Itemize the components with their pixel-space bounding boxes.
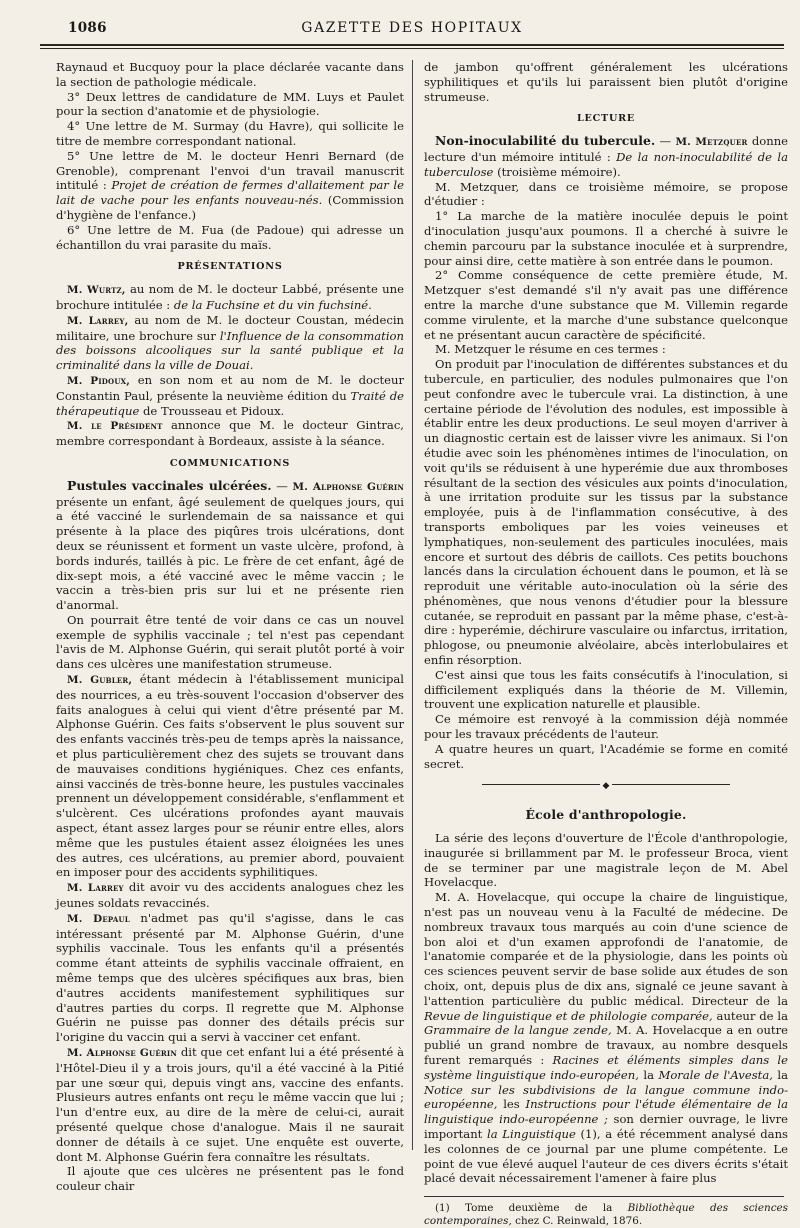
speaker-name: M. Wurtz, <box>67 284 126 297</box>
text: auteur de la <box>712 1008 788 1023</box>
work-title: Bibliothèque des sciences contemporaines, <box>424 1202 788 1228</box>
paragraph <box>56 282 404 313</box>
speaker-name: M. Gubler, <box>67 674 133 687</box>
work-title: Racines et éléments simples dans le système linguistique indo-européen, <box>424 1053 788 1082</box>
paragraph: Raynaud et Bucquoy pour la place déclarée vacante dans la section de pathologie médicale. <box>56 60 404 89</box>
speaker-name: M. Larrey, <box>67 314 129 327</box>
paragraph: La série des leçons d'ouverture de l'École d'anthropologie, inaugurée si brillamment par M. le professeur Broca, vient de se terminer par une magistrale leçon de M. Abel Hovelacque. <box>424 831 788 890</box>
work-title: Grammaire de la langue zende, <box>424 1023 612 1038</box>
right-column <box>424 60 789 1228</box>
text: en son nom et au nom de M. le docteur Constantin Paul, présente la neuvième édition du <box>56 372 404 403</box>
speaker-name: M. Larrey <box>67 882 124 895</box>
paragraph: A quatre heures un quart, l'Académie se forme en comité secret. <box>424 741 788 771</box>
speaker-name: M. le Président <box>67 420 163 433</box>
column-divider <box>412 60 413 1150</box>
text: donne lecture d'un mémoire intitulé : <box>424 134 789 164</box>
header-rule-thin <box>40 48 784 49</box>
separator-line <box>482 784 600 785</box>
work-title: Instructions pour l'étude élémentaire de la linguistique indo-européenne ; <box>424 1097 789 1127</box>
work-title: De la non-inoculabilité de la tuberculose <box>424 149 788 179</box>
speaker-name: M. Depaul <box>67 912 130 925</box>
text: la <box>772 1067 789 1082</box>
separator-line <box>612 784 730 785</box>
footnote-rule <box>424 1196 784 1197</box>
paragraph <box>56 313 404 373</box>
work-title: la Linguistique <box>487 1126 576 1141</box>
work-title: Revue de linguistique et de philologie comparée, <box>424 1008 713 1023</box>
paragraph <box>424 134 788 179</box>
section-heading-lecture: LECTURE <box>576 113 636 125</box>
paragraph: 2° Comme conséquence de cette première étude, M. Metzquer s'est demandé s'il n'y avait pas une différence entre la marche d'une substance que M. Villemin regarde comme virulente, et la marche d'une substance quelconque et ne présentant aucun caractère de spécificité. <box>424 268 788 342</box>
paragraph <box>424 890 788 1186</box>
text: au nom de M. le docteur Labbé, présente une brochure intitulée : <box>56 282 404 312</box>
header-rule-thick <box>40 44 784 46</box>
text: étant médecin à l'établissement municipal des nourrices, a eu très-souvent l'occasion d'observer des faits analogues à celui qui vient d'être présenté par M. Alphonse Guérin. Ces faits s'observent le plus souvent sur des enfants vaccinés très-peu de temps après la naissance, et plus particulièrement chez des sujets se trouvant dans de mauvaises conditions hygiéniques. Chez ces enfants, ainsi vaccinés de très-bonne heure, les pustules vaccinales prennent un développement considérable, s'enflamment et s'ulcèrent. Ces ulcérations profondes ayant mauvais aspect, étant assez larges pour se réunir entre elles, alors même que les pustules étaient assez éloignées les unes des autres, ces ulcérations, au premier abord, pouvaient en imposer pour des accidents syphilitiques. <box>56 672 404 880</box>
subject-title: Non-inoculabilité du tubercule. <box>435 133 656 149</box>
text: son dernier ouvrage, le livre important <box>424 1112 788 1141</box>
left-column <box>56 60 405 1194</box>
paragraph <box>56 672 404 880</box>
paragraph <box>56 911 404 1045</box>
section-separator <box>424 779 788 794</box>
paragraph: de jambon qu'offrent généralement les ulcérations syphilitiques et qu'ils lui paraissent bien plutôt d'origine strumeuse. <box>424 60 788 104</box>
text: dit que cet enfant lui a été présenté à l'Hôtel-Dieu il y a trois jours, qu'il a été vacciné à la Pitié par une sœur qui, depuis vingt ans, vaccine des enfants. Plusieurs autres enfants ont reçu le même vaccin que lui ; l'un d'entre eux, au dire de la mère de celui-ci, aurait présenté quelque chose d'analogue. Mais il ne saurait donner de détails à ce sujet. Une enquête est ouverte, dont M. Alphonse Guérin fera connaître les résultats. <box>56 1045 404 1164</box>
text: 5° Une lettre de M. le docteur Henri Bernard (de Grenoble), comprenant l'envoi d'un travail manuscrit intitulé : <box>56 148 404 193</box>
speaker-name: M. Alphonse Guérin <box>292 480 404 493</box>
text: chez C. Reinwald, 1876. <box>511 1215 643 1228</box>
text: M. A. Hovelacque a en outre publié un grand nombre de travaux, au nombre desquels furent remarqués : <box>424 1023 788 1067</box>
text: présente un enfant, âgé seulement de quelques jours, qui a été vacciné le surlendemain de sa naissance et qui présente à la place des piqûres trois ulcérations, dont deux se réunissent et forment un vaste ulcère, profond, à bords indurés, taillés à pic. Le frère de cet enfant, âgé de dix-sept mois, a été vacciné avec le même vaccin ; le vaccin a très-bien pris sur lui et ne présente rien d'anormal. <box>56 494 404 613</box>
text: — <box>271 478 293 493</box>
work-title: Projet de création de fermes d'allaitement par le lait de vache pour les enfants nouveau-nés. <box>56 178 404 208</box>
paragraph: 6° Une lettre de M. Fua (de Padoue) qui adresse un échantillon du vrai parasite du maïs. <box>56 222 404 252</box>
subject-title: Pustules vaccinales ulcérées. <box>67 477 272 493</box>
footnote <box>424 1202 788 1228</box>
paragraph: Ce mémoire est renvoyé à la commission déjà nommée pour les travaux précédents de l'auteur. <box>424 712 788 742</box>
speaker-name: M. Pidoux, <box>67 374 131 387</box>
text: au nom de M. le docteur Coustan, médecin militaire, une brochure sur <box>56 312 405 343</box>
paragraph: On produit par l'inoculation de différentes substances et du tubercule, en particulier, des nodules pulmonaires que l'on peut confondre avec le tubercule vrai. La distinction, à une certaine période de l'évolution des nodules, est impossible à établir entre les deux productions. Le seul moyen d'arriver à un diagnostic certain est de laisser vivre les animaux. Si l'on étudie avec soin les phénomènes intimes de l'inoculation, on voit qu'ils se réduisent à une hyperémie due aux thromboses résultant de la section des vésicules aux points d'inoculation, à une irritation produite sur les tissus par la substance employée, puis à de l'inflammation consécutive, à des transports emboliques par les voies veineuses et lymphatiques, non-seulement des particules inoculées, mais encore et surtout des débris de caillots. Ces petits bouchons lancés dans la circulation échouent dans le poumon, et là se reproduit une véritable auto-inoculation où la série des phénomènes, que nous venons d'étudier pour la blessure cutanée, se reproduit en passant par la même phase, c'est-à-dire : hyperémie, déchirure vasculaire ou infarctus, irritation, phlogose, ou pneumonie alvéolaire, abcès interlobulaires et enfin résorption. <box>424 357 788 668</box>
page-number: 1086 <box>68 20 107 36</box>
journal-title: GAZETTE DES HOPITAUX <box>301 20 523 36</box>
paragraph <box>56 149 404 223</box>
text: (1) Tome deuxième de la <box>435 1202 628 1215</box>
text: les <box>497 1097 526 1112</box>
text: la <box>638 1067 659 1082</box>
text: — <box>655 134 676 149</box>
paragraph: Il ajoute que ces ulcères ne présentent pas le fond couleur chair <box>56 1164 404 1194</box>
paragraph: 3° Deux lettres de candidature de MM. Luys et Paulet pour la section d'anatomie et de physiologie. <box>56 89 404 119</box>
section-heading-ecole: École d'anthropologie. <box>525 807 687 823</box>
work-title: de la Fuchsine et du vin fuchsiné. <box>173 297 372 312</box>
paragraph: 4° Une lettre de M. Surmay (du Havre), qui sollicite le titre de membre correspondant national. <box>56 119 404 148</box>
text: annonce que M. le docteur Gintrac, membre correspondant à Bordeaux, assiste à la séance. <box>56 418 404 449</box>
work-title: Traité de thérapeutique <box>56 388 404 418</box>
paragraph: M. Metzquer le résume en ces termes : <box>435 342 666 357</box>
work-title: Notice sur les subdivisions de la langue commune indo-européenne, <box>424 1082 788 1112</box>
work-title: l'Influence de la consommation des boissons alcooliques sur la santé publique et la criminalité dans la ville de Douai. <box>56 328 404 373</box>
paragraph <box>56 373 404 418</box>
text: (troisième mémoire). <box>493 164 621 179</box>
paragraph <box>56 418 404 449</box>
text: M. A. Hovelacque, qui occupe la chaire de linguistique, n'est pas un nouveau venu à la Faculté de médecine. De nombreux travaux tous marqués au coin d'une science de bon aloi et d'un examen approfondi de l'anatomie, de l'anatomie comparée et de la physiologie, dans les points où ces sciences peuvent servir de base solide aux études de son choix, ont, depuis plus de dix ans, signalé ce jeune savant à l'attention particulière du public médical. Directeur de la <box>424 890 788 1008</box>
work-title: Morale de l'Avesta, <box>658 1067 773 1082</box>
paragraph: On pourrait être tenté de voir dans ce cas un nouvel exemple de syphilis vaccinale ; tel n'est pas cependant l'avis de M. Alphonse Guérin, qui serait plutôt porté à voir dans ces ulcères une manifestation strumeuse. <box>56 612 404 672</box>
text: (Commission d'hygiène de l'enfance.) <box>56 193 404 222</box>
speaker-name: M. Alphonse Guérin <box>67 1047 177 1059</box>
paragraph <box>56 479 404 613</box>
text: dit avoir vu des accidents analogues chez les jeunes soldats revaccinés. <box>56 880 404 911</box>
paragraph: M. Metzquer, dans ce troisième mémoire, se propose d'étudier : <box>424 179 788 209</box>
paragraph: C'est ainsi que tous les faits consécutifs à l'inoculation, si difficilement expliqués dans la théorie de M. Villemin, trouvent une explication naturelle et plausible. <box>424 667 788 712</box>
section-heading-communications: COMMUNICATIONS <box>169 457 291 469</box>
section-heading-presentations: PRÉSENTATIONS <box>177 261 283 273</box>
paragraph: 1° La marche de la matière inoculée depuis le point d'inoculation jusqu'aux poumons. Il a cherché à suivre le chemin parcouru par la substance inoculée et à surprendre, pour ainsi dire, cette matière à son entrée dans le poumon. <box>424 209 788 268</box>
text: (1), a été récemment analysé dans les colonnes de ce journal par une plume compétente. Le point de vue élevé auquel l'auteur de ces divers écrits s'était placé devait nécessairement l'amener à faire plus <box>424 1126 789 1186</box>
page-header <box>40 6 784 44</box>
paragraph <box>56 880 404 911</box>
speaker-name: M. Metzquer <box>675 136 748 149</box>
text: de Trousseau et Pidoux. <box>139 403 285 418</box>
text: n'admet pas qu'il s'agisse, dans le cas intéressant présenté par M. Alphonse Guérin, d'une syphilis vaccinale. Tous les enfants qu'il a présentés comme étant atteints de syphilis vaccinale offraient, en même temps que des ulcères spécifiques aux bras, bien d'autres accidents manifestement syphilitiques sur d'autres parties du corps. Il regrette que M. Alphonse Guérin ne puisse pas donner des détails précis sur l'origine du vaccin qui a servi à vacciner cet enfant. <box>56 910 404 1045</box>
diamond-ornament-icon: ◆ <box>602 781 610 792</box>
paragraph <box>56 1045 404 1164</box>
